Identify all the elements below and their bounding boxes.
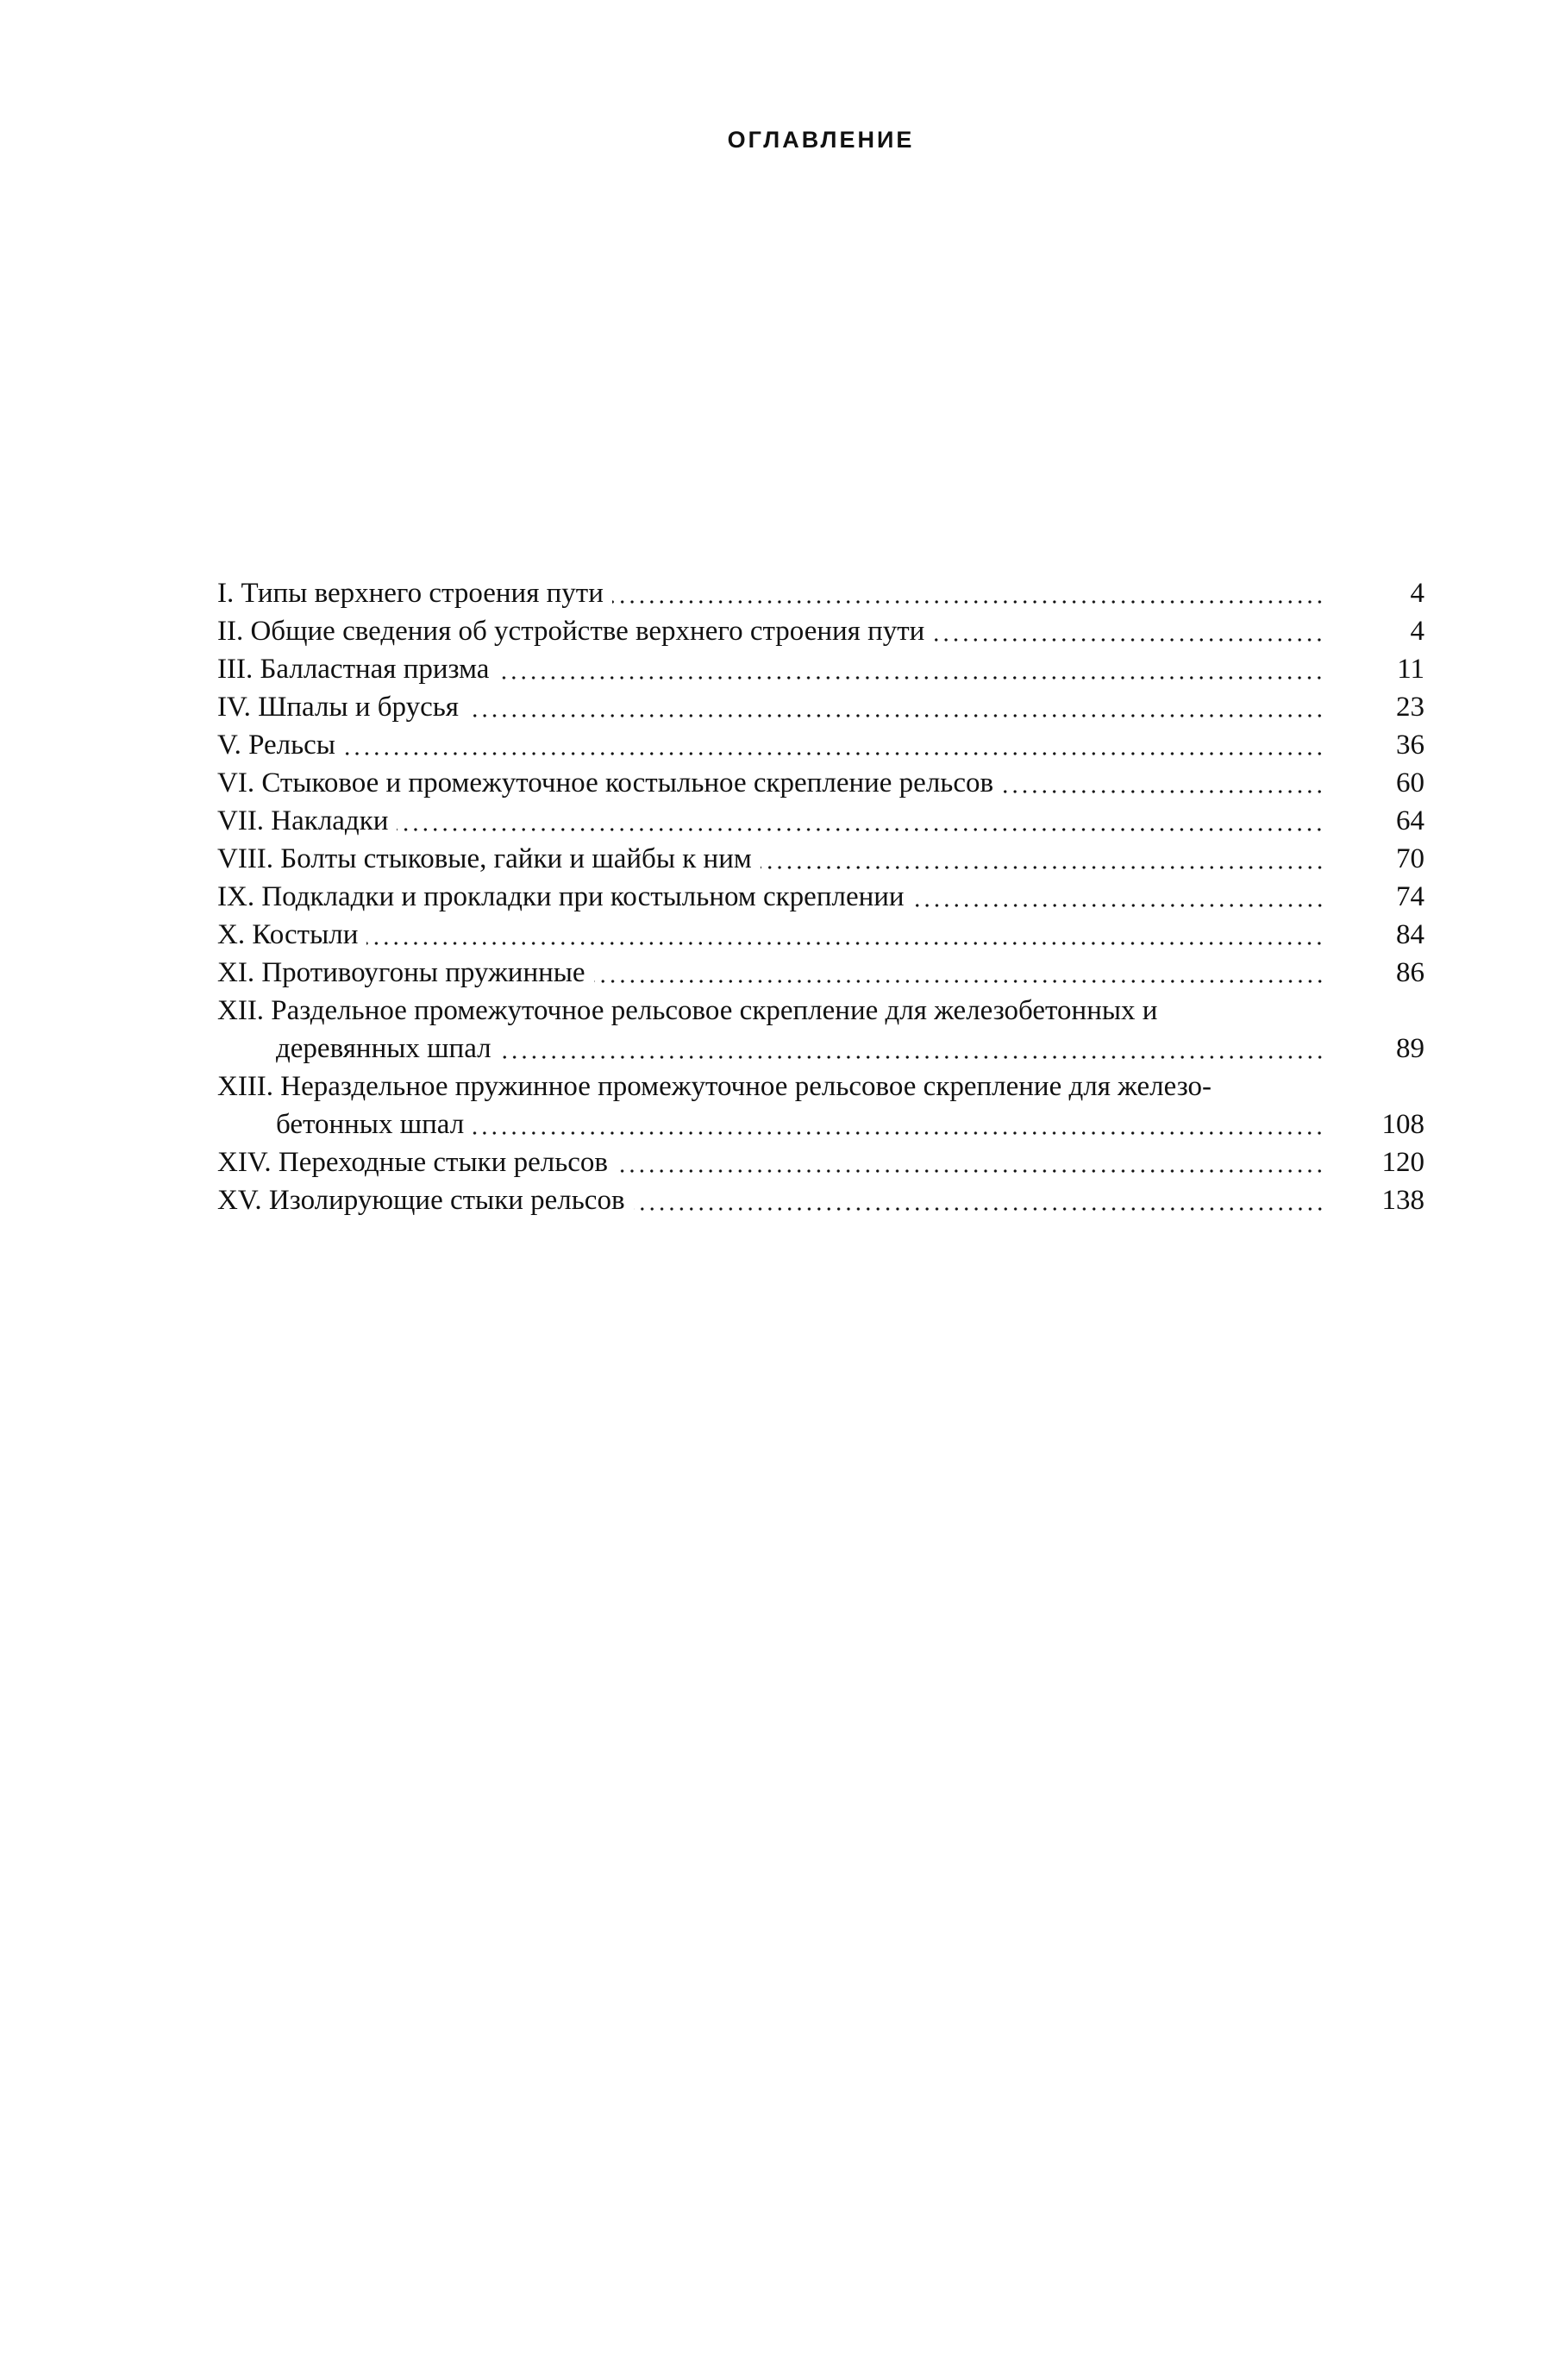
- toc-entry-page: 108: [1381, 1109, 1424, 1140]
- page-title: ОГЛАВЛЕНИЕ: [727, 127, 915, 153]
- toc-entry-page: 64: [1396, 805, 1424, 836]
- dot-leader: [761, 840, 1324, 878]
- toc-entry-page: 84: [1396, 919, 1424, 950]
- toc-entry-first-line: [217, 1068, 1424, 1105]
- toc-entry: [217, 1143, 1424, 1181]
- dot-leader: [594, 954, 1324, 992]
- dot-leader: [612, 574, 1324, 612]
- toc-entry-page: 86: [1396, 957, 1424, 988]
- toc-entry-page: 70: [1396, 843, 1424, 874]
- toc-entry-label: I. Типы верхнего строения пути: [217, 578, 604, 609]
- toc-entry-label: XV. Изолирующие стыки рельсов: [217, 1185, 625, 1216]
- dot-leader: [467, 688, 1324, 726]
- toc-entry-label: XII. Раздельное промежуточное рельсовое скрепление для железобетонных и: [217, 995, 1158, 1026]
- toc-entry-page: 36: [1396, 730, 1424, 761]
- toc-entry-page: 74: [1396, 881, 1424, 912]
- toc-entry-page: 4: [1410, 616, 1424, 647]
- toc-entry-label: VIII. Болты стыковые, гайки и шайбы к ним: [217, 843, 752, 874]
- toc-entry: [217, 1181, 1424, 1219]
- toc-entry-page: 11: [1397, 654, 1424, 685]
- toc-entry-label: VI. Стыковое и промежуточное костыльное скрепление рельсов: [217, 767, 994, 799]
- toc-entry-label: XIII. Нераздельное пружинное промежуточное рельсовое скрепление для железо-: [217, 1071, 1212, 1102]
- dot-leader: [366, 916, 1324, 954]
- dot-leader: [1002, 764, 1324, 802]
- table-of-contents: [217, 574, 1424, 1219]
- dot-leader: [913, 878, 1324, 916]
- toc-entry-page: 138: [1381, 1185, 1424, 1216]
- dot-leader: [500, 1030, 1324, 1068]
- toc-entry: [217, 878, 1424, 916]
- dot-leader: [344, 726, 1324, 764]
- dot-leader: [397, 802, 1324, 840]
- toc-entry: [217, 764, 1424, 802]
- toc-entry-label: VII. Накладки: [217, 805, 389, 836]
- toc-entry-label: XI. Противоугоны пружинные: [217, 957, 585, 988]
- toc-entry-label: II. Общие сведения об устройстве верхнего строения пути: [217, 616, 925, 647]
- toc-entry: [217, 726, 1424, 764]
- toc-entry: [217, 916, 1424, 954]
- toc-entry: [217, 802, 1424, 840]
- toc-entry-label: IX. Подкладки и прокладки при костыльном скреплении: [217, 881, 905, 912]
- toc-entry-label-continuation: деревянных шпал: [276, 1033, 491, 1064]
- dot-leader: [617, 1143, 1324, 1181]
- dot-leader: [634, 1181, 1324, 1219]
- toc-entry: [217, 840, 1424, 878]
- dot-leader: [933, 612, 1324, 650]
- toc-entry-label: XIV. Переходные стыки рельсов: [217, 1147, 608, 1178]
- toc-entry-page: 4: [1410, 578, 1424, 609]
- toc-entry-label: V. Рельсы: [217, 730, 335, 761]
- toc-entry-label-continuation: бетонных шпал: [276, 1109, 465, 1140]
- toc-entry-page: 120: [1381, 1147, 1424, 1178]
- toc-entry-page: 89: [1396, 1033, 1424, 1064]
- toc-entry: [217, 954, 1424, 992]
- toc-entry-first-line: [217, 992, 1424, 1030]
- toc-entry-label: III. Балластная призма: [217, 654, 490, 685]
- toc-entry: [217, 650, 1424, 688]
- toc-entry-page: 60: [1396, 767, 1424, 799]
- toc-entry-page: 23: [1396, 692, 1424, 723]
- dot-leader: [498, 650, 1324, 688]
- toc-entry-label: X. Костыли: [217, 919, 359, 950]
- toc-entry: [217, 688, 1424, 726]
- toc-entry: [217, 612, 1424, 650]
- toc-entry-label: IV. Шпалы и брусья: [217, 692, 459, 723]
- dot-leader: [473, 1105, 1324, 1143]
- toc-entry: [217, 574, 1424, 612]
- toc-entry-continuation: [217, 1105, 1424, 1143]
- toc-entry-continuation: [217, 1030, 1424, 1068]
